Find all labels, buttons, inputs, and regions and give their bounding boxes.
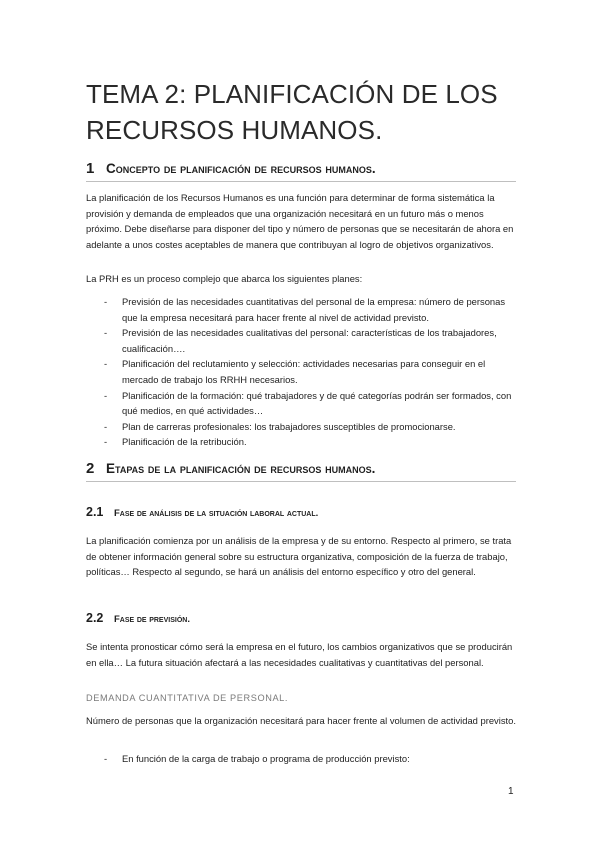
section-2-2-number: 2.2 bbox=[86, 611, 104, 625]
section-1-intro: La PRH es un proceso complejo que abarca los siguientes planes: bbox=[86, 273, 363, 284]
list-item: - Previsión de las necesidades cualitativas del personal: características de los trabajadores, cualificación…. bbox=[104, 327, 497, 354]
section-1-number: 1 bbox=[86, 160, 95, 177]
section-2-2-title: Fase de previsión. bbox=[114, 614, 190, 625]
section-2-2-paragraph: Se intenta pronosticar cómo será la empresa en el futuro, los cambios organizativos que se producirán en ella… La futura situación afectará a las necesidades cualitativas y cuantitativas del personal. bbox=[86, 641, 513, 668]
section-2-1-number: 2.1 bbox=[86, 505, 104, 519]
list-item: - Plan de carreras profesionales: los trabajadores susceptibles de promocionarse. bbox=[104, 420, 456, 432]
section-2-heading bbox=[86, 460, 516, 482]
section-2-1-title: Fase de análisis de la situación laboral actual. bbox=[114, 508, 319, 519]
list-item: - Planificación de la retribución. bbox=[104, 436, 247, 448]
section-2-number: 2 bbox=[86, 460, 95, 477]
list-item: - Planificación de la formación: qué trabajadores y de qué categorías podrán ser formados, con qué medios, en qué actividades… bbox=[104, 389, 512, 417]
section-2-2-list bbox=[86, 751, 518, 767]
section-2-1-paragraph: La planificación comienza por un análisis de la empresa y de su entorno. Respecto al primero, se trata de obtener información general sobre su estructura organizativa, composición de la fuerza de trabajo, políticas… Respecto al segundo, se hará un análisis del entorno específico y otro del general. bbox=[86, 535, 512, 578]
list-item: - Previsión de las necesidades cuantitativas del personal de la empresa: número de personas que la empresa necesitará para hacer frente al nivel de actividad previsto. bbox=[104, 296, 506, 323]
list-item: - En función de la carga de trabajo o programa de producción previsto: bbox=[104, 753, 410, 764]
page-title: TEMA 2: PLANIFICACIÓN DE LOS RECURSOS HUMANOS. bbox=[86, 79, 498, 145]
list-item: - Planificación del reclutamiento y selección: actividades necesarias para conseguir en el mercado de trabajo los RRHH necesarios. bbox=[104, 358, 486, 385]
section-1-plans-list bbox=[86, 294, 518, 450]
section-2-2-heading bbox=[86, 611, 516, 625]
section-1-heading bbox=[86, 160, 516, 182]
section-2-2-subheading: DEMANDA CUANTITATIVA DE PERSONAL. bbox=[86, 693, 289, 703]
section-2-title: Etapas de la planificación de recursos humanos. bbox=[106, 461, 376, 476]
section-2-1-heading bbox=[86, 505, 516, 519]
page-number: 1 bbox=[508, 786, 514, 797]
section-1-paragraph: La planificación de los Recursos Humanos es una función para determinar de forma sistemática la provisión y demanda de empleados que una organización necesitará en un futuro más o menos próximo. Debe diseñarse para disponer del tipo y número de personas que se necesitarán de ahora en adelante a unos costes aceptables de manera que contribuyan al logro de objetivos organizativos. bbox=[86, 192, 514, 250]
section-2-2-paragraph-2: Número de personas que la organización necesitará para hacer frente al volumen de actividad previsto. bbox=[86, 715, 516, 726]
section-1-title: Concepto de planificación de recursos humanos. bbox=[106, 161, 376, 176]
